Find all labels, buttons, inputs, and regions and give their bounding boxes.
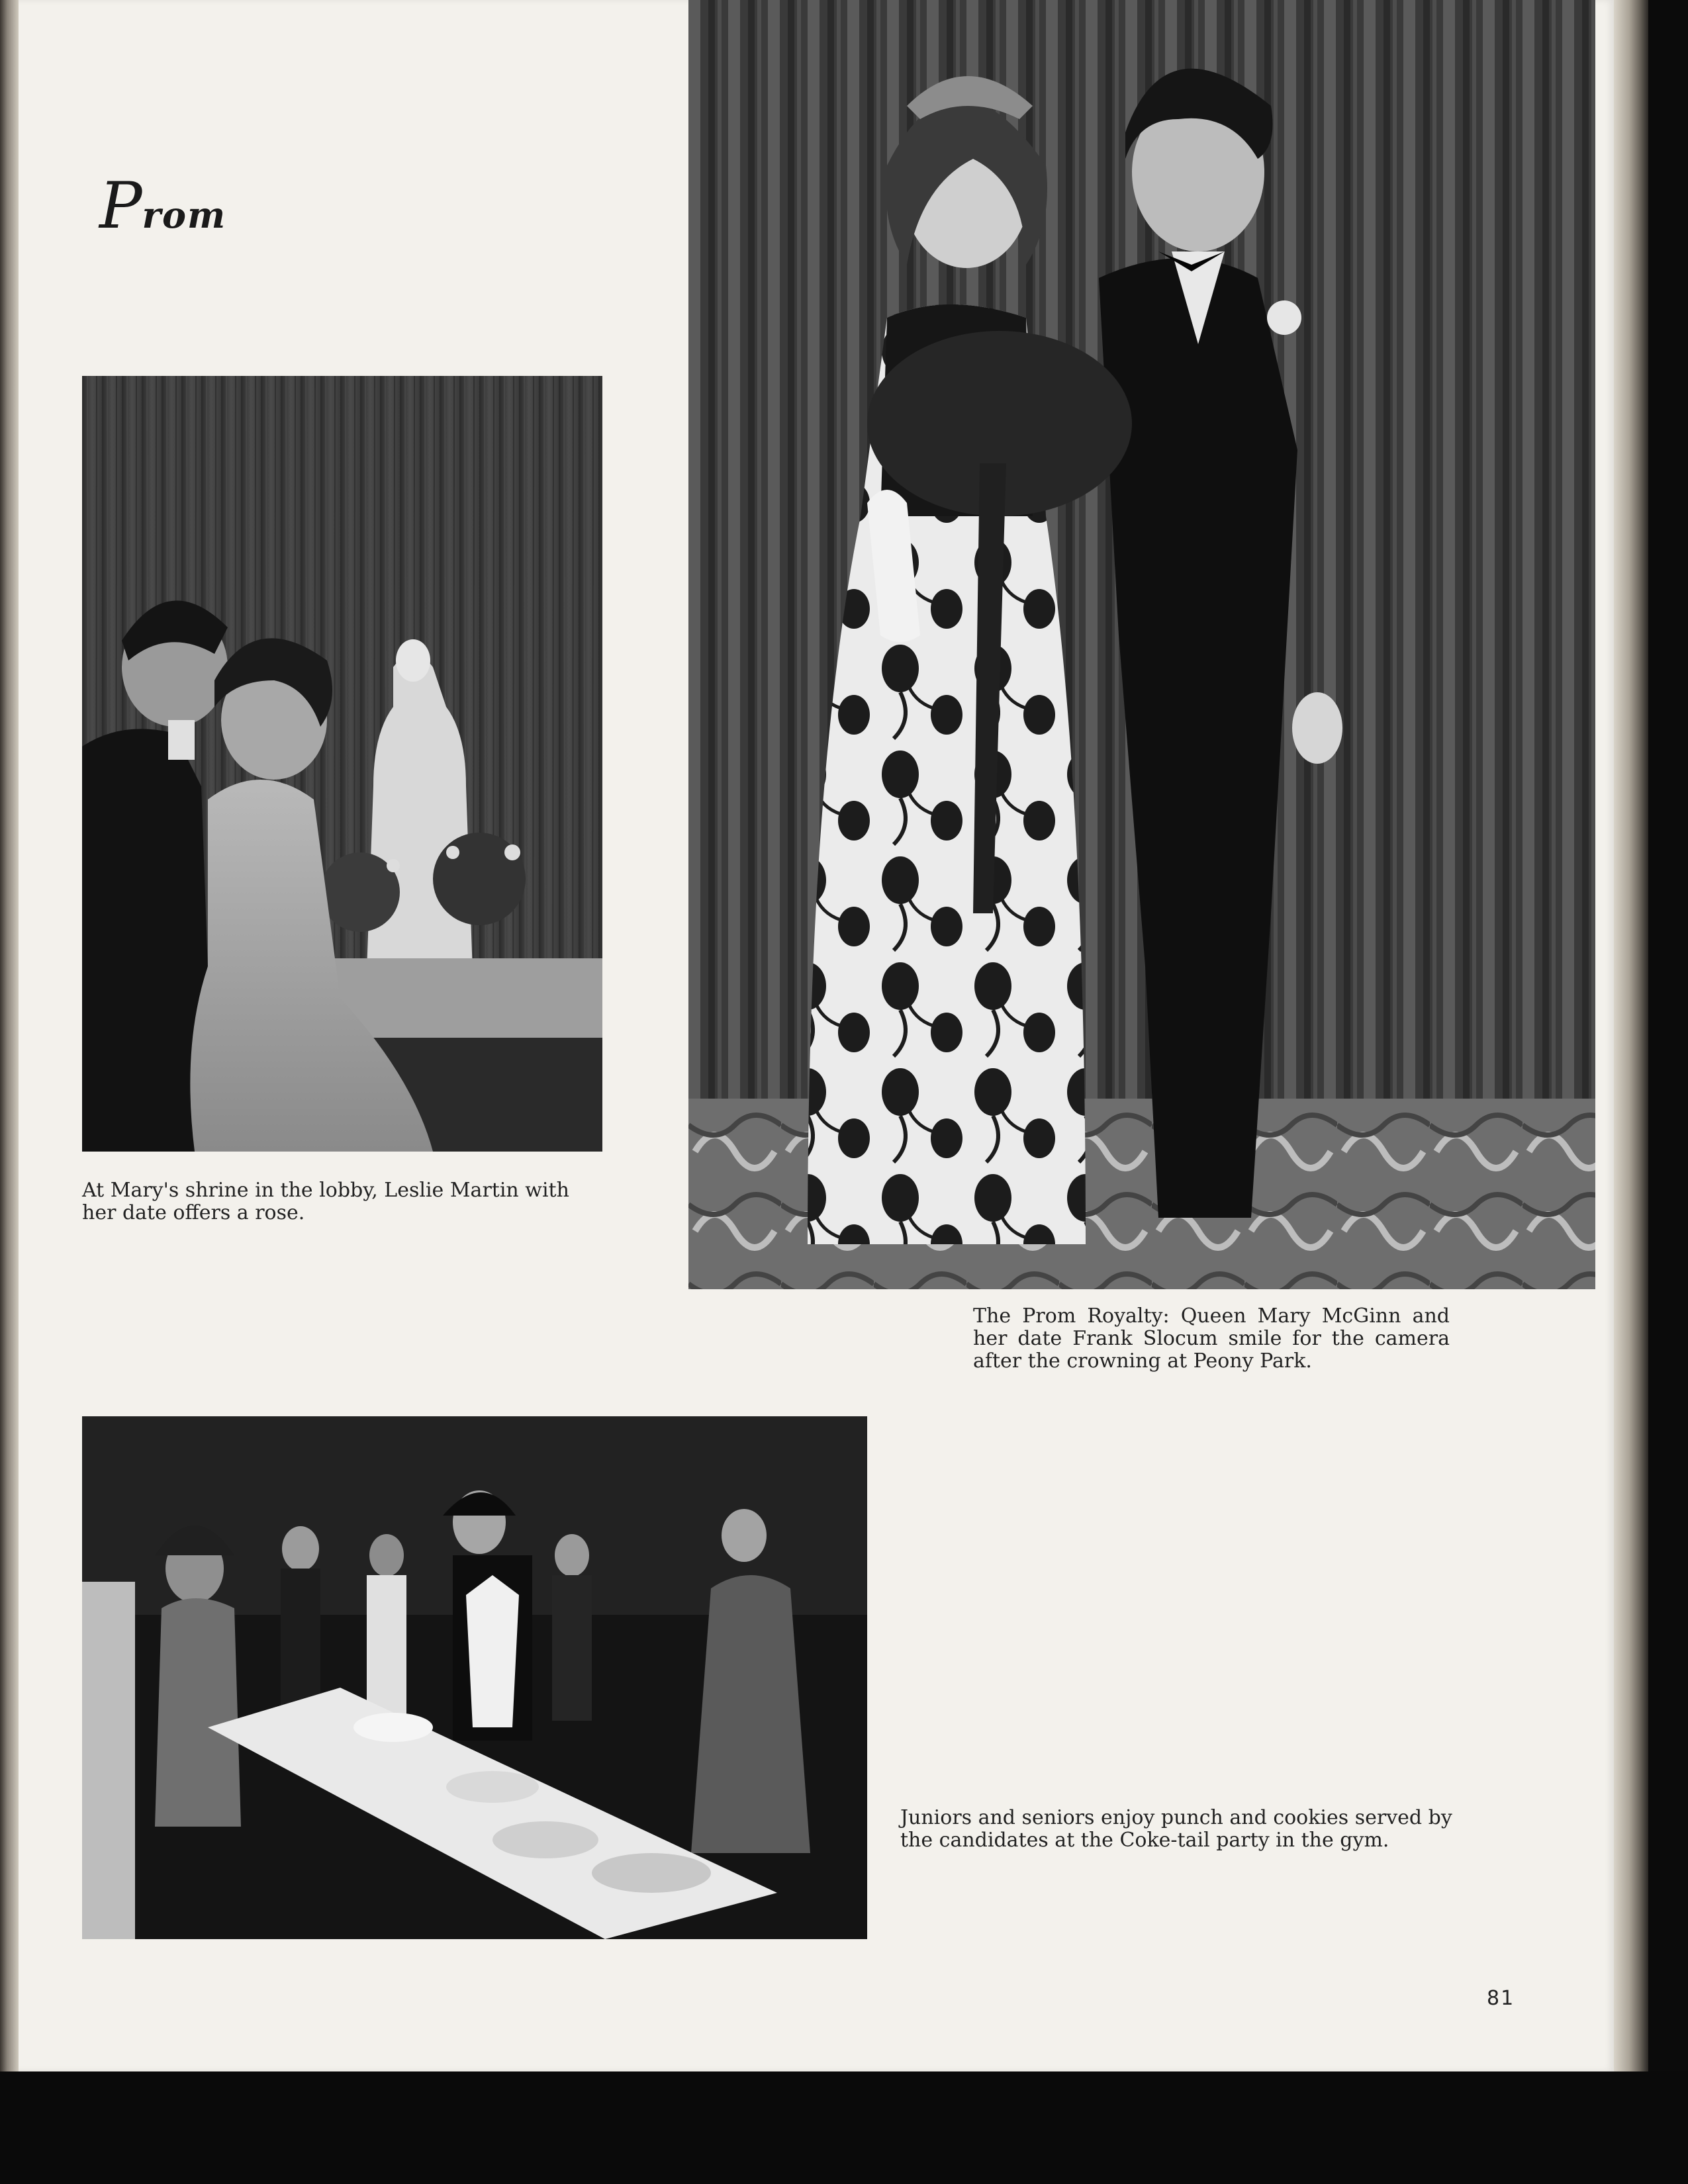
page-right-edge bbox=[1614, 0, 1648, 2091]
section-title-initial: P bbox=[99, 169, 142, 243]
photo-shrine bbox=[82, 376, 602, 1152]
page-left-edge bbox=[0, 0, 19, 2071]
caption-shrine: At Mary's shrine in the lobby, Leslie Martin with her date offers a rose. bbox=[82, 1179, 569, 1224]
caption-coke-tail-party: Juniors and seniors enjoy punch and cookies served by the candidates at the Coke-tail party in the gym. bbox=[900, 1806, 1452, 1852]
page-bottom-edge bbox=[0, 2071, 1688, 2184]
page-number: 81 bbox=[1487, 1987, 1515, 2010]
photo-prom-royalty bbox=[688, 0, 1595, 1289]
section-title-rest: rom bbox=[142, 194, 227, 236]
caption-prom-royalty: The Prom Royalty: Queen Mary McGinn and her date Frank Slocum smile for the camera after the crowning at Peony Park. bbox=[973, 1304, 1450, 1373]
section-title bbox=[99, 169, 226, 243]
photo-coke-tail-party bbox=[82, 1416, 867, 1939]
